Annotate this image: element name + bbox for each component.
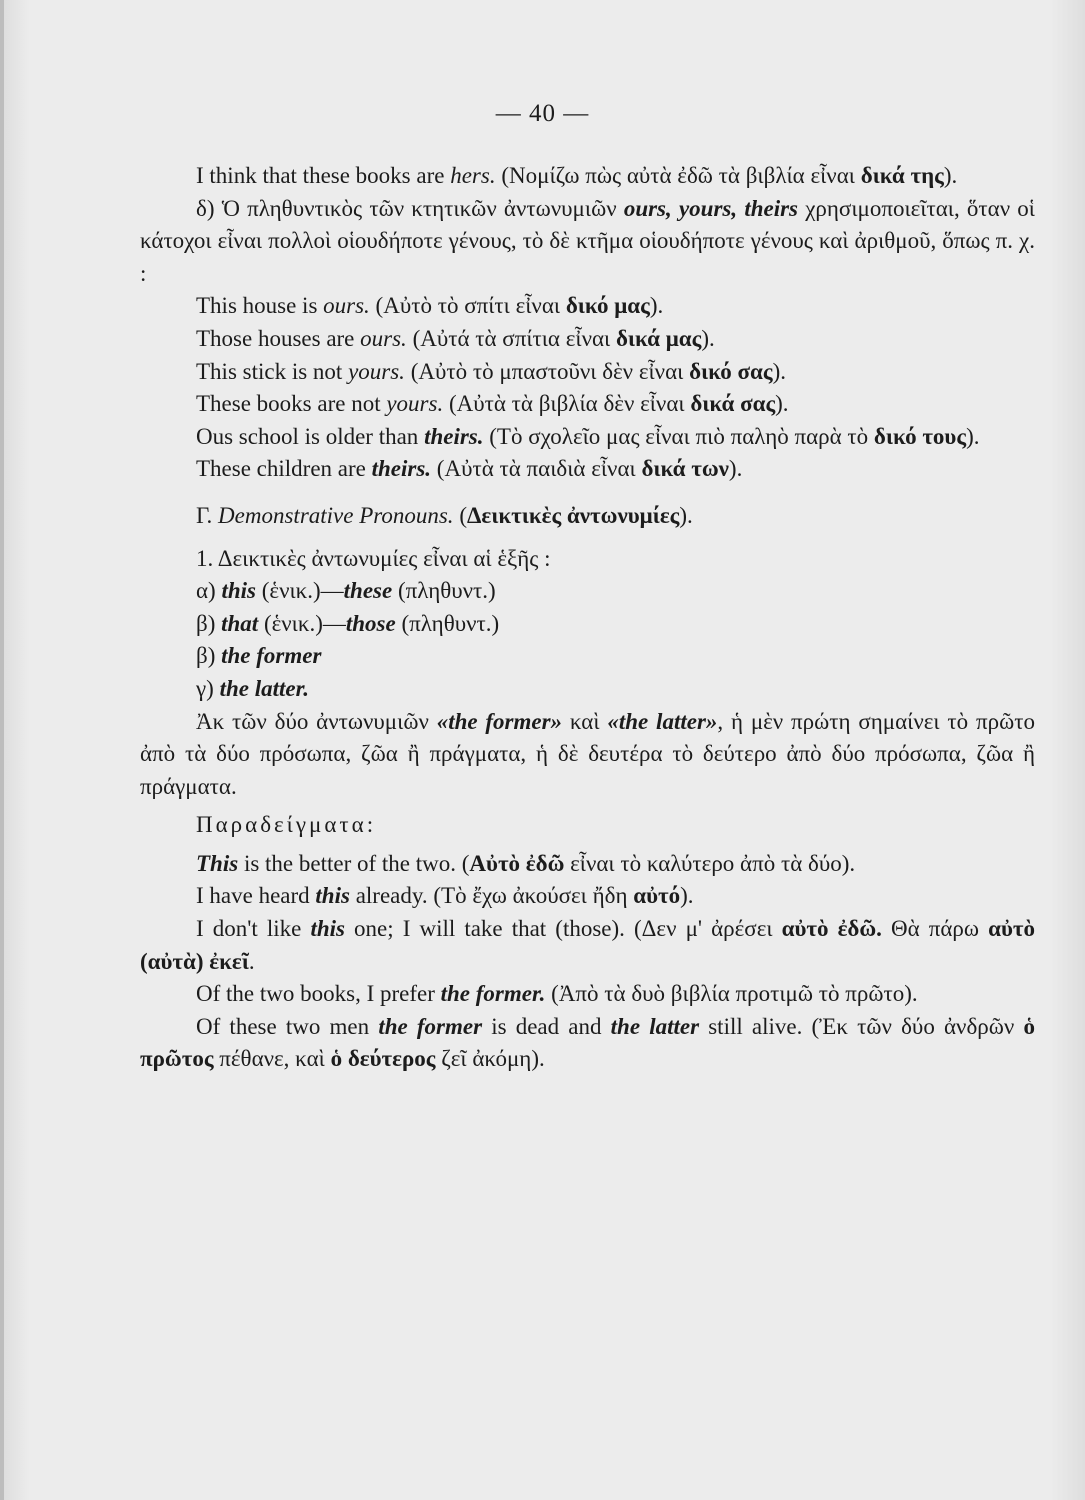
example-prefer-former: Of the two books, I prefer the former. (Ἀπὸ τὰ δυὸ βιβλία προτιμῶ τὸ πρῶτο).	[196, 981, 918, 1007]
examples-title: Παραδείγματα:	[196, 812, 377, 838]
example-dont-like-this: I don't like this one; I will take that (those). (Δεν μ' ἀρέσει αὐτὸ ἐδῶ. Θὰ πάρω αὐτὸ (αὐτὰ) ἐκεῖ.	[140, 916, 1036, 974]
example-this-better: This is the better of the two. (Αὐτὸ ἐδῶ εἶναι τὸ καλύτερο ἀπὸ τὰ δύο).	[196, 850, 856, 876]
list-item-the-former: β) the former	[196, 643, 322, 669]
list-item-the-latter: γ) the latter.	[196, 675, 310, 701]
paragraph-hers: I think that these books are hers. (Νομίζω πὼς αὐτὰ ἐδῶ τὰ βιβλία εἶναι δικά της).	[196, 163, 958, 188]
example-heard-this: I have heard this already. (Τὸ ἔχω ἀκούσει ἤδη αὐτό).	[196, 883, 694, 909]
page-number: — 40 —	[495, 100, 590, 127]
list-item-that-those: β) that (ἑνικ.)—those (πληθυντ.)	[196, 610, 500, 636]
example-two-men: Of these two men the former is dead and the latter still alive. (Ἐκ τῶν δύο ἀνδρῶν ὁ πρῶτος πέθανε, καὶ ὁ δεύτερος ζεῖ ἀκόμη).	[140, 1013, 1035, 1072]
example-ours-houses: Those houses are ours. (Αὐτά τὰ σπίτια εἶναι δικά μας).	[196, 325, 715, 351]
example-yours-stick: This stick is not yours. (Αὐτὸ τὸ μπαστοῦνι δὲν εἶναι δικό σας).	[196, 358, 786, 384]
list-item-this-these: α) this (ἑνικ.)—these (πληθυντ.)	[196, 578, 496, 604]
example-yours-books: These books are not yours. (Αὐτὰ τὰ βιβλία δὲν εἶναι δικά σας).	[196, 391, 789, 417]
paragraph-plural-possessive: δ) Ὁ πληθυντικὸς τῶν κτητικῶν ἀντωνυμιῶν ours, yours, theirs χρησιμοποιεῖται, ὅταν οἱ κάτοχοι εἶναι πολλοὶ οἱουδήποτε γένους, τὸ δὲ κτῆμα οἱουδήποτε γένους καὶ ἀριθμοῦ, ὅπως π. χ. :	[140, 195, 1035, 286]
section-heading-demonstrative: Γ. Demonstrative Pronouns. (Δεικτικὲς ἀντωνυμίες).	[196, 502, 693, 528]
example-theirs-children: These children are theirs. (Αὐτὰ τὰ παιδιὰ εἶναι δικά των).	[196, 456, 743, 482]
paragraph-former-latter-explanation: Ἀκ τῶν δύο ἀντωνυμιῶν «the former» καὶ «the latter», ἡ μὲν πρώτη σημαίνει τὸ πρῶτο ἀπὸ τὰ δύο πρόσωπα, ζῶα ἢ πράγματα, ἡ δὲ δευτέρα τὸ δεύτερο ἀπὸ δύο πρόσωπα, ζῶα ἢ πράγματα.	[140, 708, 1035, 799]
page-body	[140, 160, 1035, 1076]
example-theirs-school: Ous school is older than theirs. (Τὸ σχολεῖο μας εἶναι πιὸ παληὸ παρὰ τὸ δικό τους).	[196, 423, 980, 449]
list-intro: 1. Δεικτικὲς ἀντωνυμίες εἶναι αἱ ἑξῆς :	[196, 545, 551, 571]
page-edge-shadow	[0, 0, 4, 1500]
example-ours-house: This house is ours. (Αὐτὸ τὸ σπίτι εἶναι δικό μας).	[196, 293, 664, 319]
